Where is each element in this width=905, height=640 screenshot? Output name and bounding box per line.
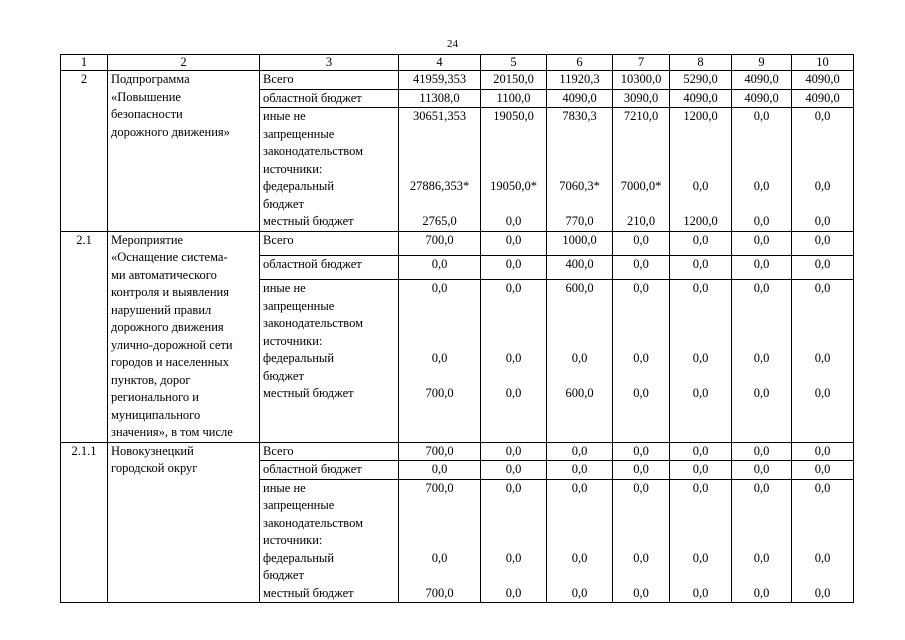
value-cell <box>399 479 481 603</box>
row-label <box>260 479 399 603</box>
value-cell: 5290,0 <box>670 71 732 90</box>
value-cell <box>399 108 481 232</box>
other-sources-value: 0,0 <box>431 281 448 296</box>
local-value: 0,0 <box>692 386 709 401</box>
text-line: дорожного движения <box>111 320 224 334</box>
federal-value: 0,0 <box>753 351 770 366</box>
section-name <box>108 71 260 232</box>
text-line: федеральный <box>263 550 335 565</box>
text-line: «Повышение <box>111 89 181 104</box>
column-header: 3 <box>260 55 399 71</box>
text-line: безопасности <box>111 107 183 121</box>
value-cell: 0,0 <box>613 461 670 480</box>
text-line: «Оснащение система- <box>111 250 228 264</box>
value-cell: 4090,0 <box>732 71 792 90</box>
value-cell <box>481 280 547 442</box>
federal-value: 0,0 <box>753 550 770 565</box>
federal-value: 0,0 <box>633 550 649 565</box>
text-line: дорожного движения» <box>111 124 230 139</box>
section-name <box>108 442 260 603</box>
text-line: запрещенные <box>263 126 335 141</box>
value-cell: 0,0 <box>732 442 792 461</box>
text-line: федеральный <box>263 351 335 366</box>
federal-value: 0,0 <box>814 550 831 565</box>
other-sources-value: 700,0 <box>425 480 454 495</box>
text-line: бюджет <box>263 196 304 211</box>
section-name <box>108 231 260 442</box>
column-header: 4 <box>399 55 481 71</box>
value-cell: 0,0 <box>547 442 613 461</box>
value-cell: 4090,0 <box>732 89 792 108</box>
text-line: иные не <box>263 281 306 296</box>
local-value: 0,0 <box>505 214 522 228</box>
federal-value: 0,0 <box>505 351 522 366</box>
text-line: Новокузнецкий <box>111 443 194 458</box>
value-cell: 0,0 <box>670 231 732 255</box>
value-cell: 20150,0 <box>481 71 547 90</box>
local-value: 770,0 <box>565 214 594 228</box>
federal-value: 27886,353* <box>409 179 470 193</box>
local-value: 2765,0 <box>422 214 457 228</box>
text-line: пунктов, дорог <box>111 372 191 387</box>
local-value: 600,0 <box>565 386 594 401</box>
federal-value: 0,0 <box>505 550 522 565</box>
page-number: 24 <box>447 38 458 50</box>
text-line: ми автоматического <box>111 267 217 282</box>
other-sources-value: 7830,3 <box>562 109 597 123</box>
value-cell: 1000,0 <box>547 231 613 255</box>
row-label: Всего <box>260 71 399 90</box>
value-cell <box>613 108 670 232</box>
federal-value: 0,0 <box>814 179 831 193</box>
other-sources-value: 0,0 <box>814 281 831 296</box>
value-cell: 0,0 <box>547 461 613 480</box>
value-cell: 700,0 <box>399 442 481 461</box>
text-line: запрещенные <box>263 298 335 313</box>
text-line: федеральный <box>263 179 335 193</box>
value-cell <box>732 280 792 442</box>
value-cell <box>613 280 670 442</box>
text-line: иные не <box>263 480 306 495</box>
value-cell <box>481 479 547 603</box>
row-label: областной бюджет <box>260 461 399 480</box>
local-value: 0,0 <box>753 585 770 600</box>
value-cell: 0,0 <box>481 461 547 480</box>
other-sources-value: 30651,353 <box>412 109 467 123</box>
value-cell <box>670 280 732 442</box>
other-sources-value: 19050,0 <box>493 109 534 123</box>
text-line: контроля и выявления <box>111 285 229 299</box>
federal-value: 0,0 <box>633 351 649 366</box>
value-cell: 10300,0 <box>613 71 670 90</box>
federal-value: 0,0 <box>431 351 448 366</box>
value-cell: 4090,0 <box>792 71 854 90</box>
value-cell: 11308,0 <box>399 89 481 108</box>
local-value: 0,0 <box>814 585 831 600</box>
text-line: источники: <box>263 533 323 547</box>
value-cell: 0,0 <box>792 255 854 279</box>
text-line: улично-дорожной сети <box>111 337 233 352</box>
table-row <box>61 442 854 461</box>
text-line: законодательством <box>263 144 364 158</box>
federal-value: 7060,3* <box>559 179 600 193</box>
text-line: законодательством <box>263 515 364 530</box>
value-cell <box>670 108 732 232</box>
value-cell: 0,0 <box>613 442 670 461</box>
local-value: 1200,0 <box>683 214 718 228</box>
other-sources-value: 7210,0 <box>623 109 659 123</box>
text-line: Подпрограмма <box>111 72 190 86</box>
value-cell: 41959,353 <box>399 71 481 90</box>
budget-table <box>60 54 854 603</box>
text-line: местный бюджет <box>263 386 354 401</box>
text-line: запрещенные <box>263 498 335 512</box>
text-line: городской округ <box>111 461 198 475</box>
value-cell <box>613 479 670 603</box>
value-cell <box>399 280 481 442</box>
other-sources-value: 0,0 <box>633 480 649 495</box>
federal-value: 7000,0* <box>620 179 662 193</box>
other-sources-value: 0,0 <box>505 281 522 296</box>
column-header: 7 <box>613 55 670 71</box>
federal-value: 0,0 <box>571 351 588 366</box>
text-line: источники: <box>263 333 323 348</box>
value-cell: 3090,0 <box>613 89 670 108</box>
local-value: 0,0 <box>814 386 831 401</box>
federal-value: 0,0 <box>692 179 709 193</box>
value-cell <box>547 280 613 442</box>
local-value: 700,0 <box>425 585 454 600</box>
value-cell: 4090,0 <box>670 89 732 108</box>
value-cell: 0,0 <box>481 231 547 255</box>
other-sources-value: 0,0 <box>753 480 770 495</box>
other-sources-value: 0,0 <box>753 109 770 123</box>
section-number: 2.1.1 <box>61 442 108 603</box>
local-value: 0,0 <box>814 214 831 228</box>
value-cell: 0,0 <box>613 231 670 255</box>
section-number: 2 <box>61 71 108 232</box>
text-line: бюджет <box>263 368 304 383</box>
other-sources-value: 1200,0 <box>683 109 718 123</box>
value-cell: 4090,0 <box>547 89 613 108</box>
value-cell: 0,0 <box>613 255 670 279</box>
column-header: 5 <box>481 55 547 71</box>
other-sources-value: 0,0 <box>814 109 831 123</box>
other-sources-value: 600,0 <box>565 281 594 296</box>
other-sources-value: 0,0 <box>633 281 649 296</box>
value-cell: 0,0 <box>670 461 732 480</box>
local-value: 0,0 <box>753 386 770 401</box>
header-row <box>61 55 854 71</box>
column-header: 6 <box>547 55 613 71</box>
federal-value: 0,0 <box>431 550 448 565</box>
text-line: Мероприятие <box>111 232 184 247</box>
value-cell: 4090,0 <box>792 89 854 108</box>
text-line: нарушений правил <box>111 302 212 317</box>
value-cell: 0,0 <box>732 461 792 480</box>
local-value: 210,0 <box>626 214 656 228</box>
value-cell <box>792 108 854 232</box>
other-sources-value: 0,0 <box>692 281 709 296</box>
value-cell <box>732 479 792 603</box>
value-cell <box>792 280 854 442</box>
federal-value: 0,0 <box>692 550 709 565</box>
text-line: бюджет <box>263 568 304 582</box>
row-label: Всего <box>260 442 399 461</box>
text-line: муниципального <box>111 407 201 422</box>
value-cell: 0,0 <box>481 442 547 461</box>
other-sources-value: 0,0 <box>692 480 709 495</box>
column-header: 1 <box>61 55 108 71</box>
text-line: городов и населенных <box>111 355 229 369</box>
federal-value: 0,0 <box>753 179 770 193</box>
value-cell: 0,0 <box>792 461 854 480</box>
text-line: местный бюджет <box>263 585 354 600</box>
column-header: 9 <box>732 55 792 71</box>
value-cell <box>481 108 547 232</box>
local-value: 0,0 <box>753 214 770 228</box>
value-cell: 0,0 <box>399 255 481 279</box>
other-sources-value: 0,0 <box>814 480 831 495</box>
value-cell: 0,0 <box>670 442 732 461</box>
text-line: источники: <box>263 161 323 176</box>
text-line: значения», в том числе <box>111 425 233 439</box>
column-header: 2 <box>108 55 260 71</box>
row-label <box>260 280 399 442</box>
local-value: 0,0 <box>571 585 588 600</box>
value-cell: 0,0 <box>792 442 854 461</box>
value-cell <box>792 479 854 603</box>
value-cell: 1100,0 <box>481 89 547 108</box>
table-row <box>61 231 854 255</box>
local-value: 0,0 <box>505 585 522 600</box>
value-cell <box>547 479 613 603</box>
value-cell: 0,0 <box>792 231 854 255</box>
row-label: областной бюджет <box>260 89 399 108</box>
value-cell: 700,0 <box>399 231 481 255</box>
value-cell <box>670 479 732 603</box>
value-cell <box>547 108 613 232</box>
local-value: 0,0 <box>505 386 522 401</box>
section-number: 2.1 <box>61 231 108 442</box>
federal-value: 0,0 <box>571 550 588 565</box>
value-cell: 11920,3 <box>547 71 613 90</box>
value-cell: 0,0 <box>670 255 732 279</box>
text-line: местный бюджет <box>263 214 354 228</box>
value-cell <box>732 108 792 232</box>
value-cell: 0,0 <box>481 255 547 279</box>
column-header: 10 <box>792 55 854 71</box>
row-label: Всего <box>260 231 399 255</box>
table-body <box>61 55 854 603</box>
value-cell: 0,0 <box>399 461 481 480</box>
other-sources-value: 0,0 <box>753 281 770 296</box>
table-row <box>61 71 854 90</box>
local-value: 0,0 <box>633 585 649 600</box>
value-cell: 0,0 <box>732 255 792 279</box>
local-value: 0,0 <box>633 386 649 401</box>
other-sources-value: 0,0 <box>571 480 588 495</box>
federal-value: 19050,0* <box>490 179 537 193</box>
column-header: 8 <box>670 55 732 71</box>
value-cell: 400,0 <box>547 255 613 279</box>
local-value: 0,0 <box>692 585 709 600</box>
other-sources-value: 0,0 <box>505 480 522 495</box>
text-line: законодательством <box>263 316 364 331</box>
row-label: областной бюджет <box>260 255 399 279</box>
row-label <box>260 108 399 232</box>
value-cell: 0,0 <box>732 231 792 255</box>
federal-value: 0,0 <box>692 351 709 366</box>
local-value: 700,0 <box>425 386 454 401</box>
text-line: регионального и <box>111 390 199 404</box>
federal-value: 0,0 <box>814 351 831 366</box>
text-line: иные не <box>263 109 306 123</box>
